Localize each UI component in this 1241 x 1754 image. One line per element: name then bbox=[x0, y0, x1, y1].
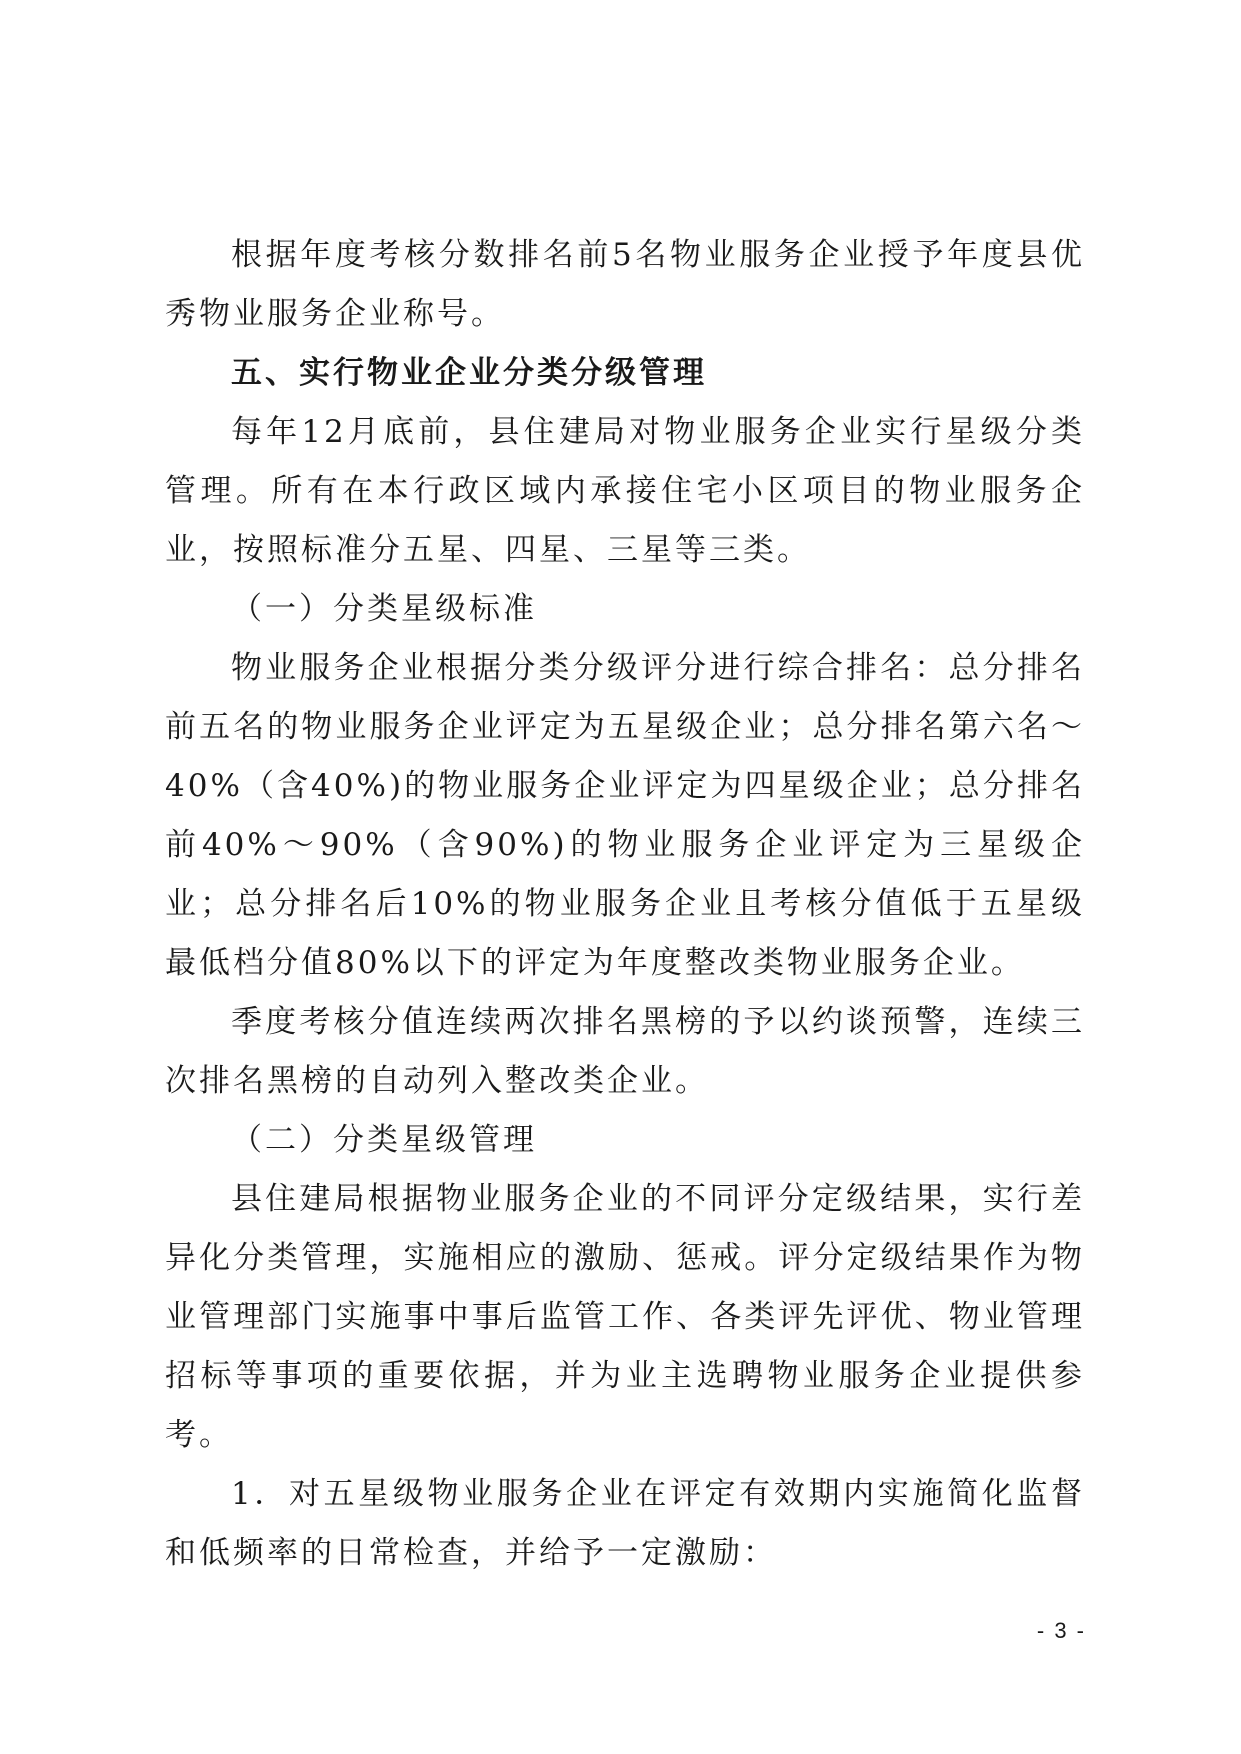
paragraph-excellent-award: 根据年度考核分数排名前5名物业服务企业授予年度县优秀物业服务企业称号。 bbox=[165, 237, 1085, 332]
paragraph-five-star-incentive: 1．对五星级物业服务企业在评定有效期内实施简化监督和低频率的日常检查，并给予一定激励： bbox=[165, 1476, 1085, 1571]
page-number: - 3 - bbox=[1036, 1618, 1086, 1643]
document-body bbox=[165, 226, 1085, 1583]
subheading-star-management: （二）分类星级管理 bbox=[231, 1122, 537, 1158]
paragraph-blacklist-warning: 季度考核分值连续两次排名黑榜的予以约谈预警，连续三次排名黑榜的自动列入整改类企业。 bbox=[165, 1004, 1085, 1099]
section-heading-five: 五、实行物业企业分类分级管理 bbox=[231, 355, 707, 391]
subheading-star-standard: （一）分类星级标准 bbox=[231, 591, 537, 627]
paragraph-differentiated-management: 县住建局根据物业服务企业的不同评分定级结果，实行差异化分类管理，实施相应的激励、惩戒。评分定级结果作为物业管理部门实施事中事后监管工作、各类评先评优、物业管理招标等事项的重要依据，并为业主选聘物业服务企业提供参考。 bbox=[165, 1181, 1085, 1453]
paragraph-ranking-rules: 物业服务企业根据分类分级评分进行综合排名：总分排名前五名的物业服务企业评定为五星级企业；总分排名第六名～40%（含40%)的物业服务企业评定为四星级企业；总分排名前40%～90%（含90%)的物业服务企业评定为三星级企业；总分排名后10%的物业服务企业且考核分值低于五星级最低档分值80%以下的评定为年度整改类物业服务企业。 bbox=[165, 650, 1085, 981]
paragraph-star-classification: 每年12月底前，县住建局对物业服务企业实行星级分类管理。所有在本行政区域内承接住宅小区项目的物业服务企业，按照标准分五星、四星、三星等三类。 bbox=[165, 414, 1085, 568]
